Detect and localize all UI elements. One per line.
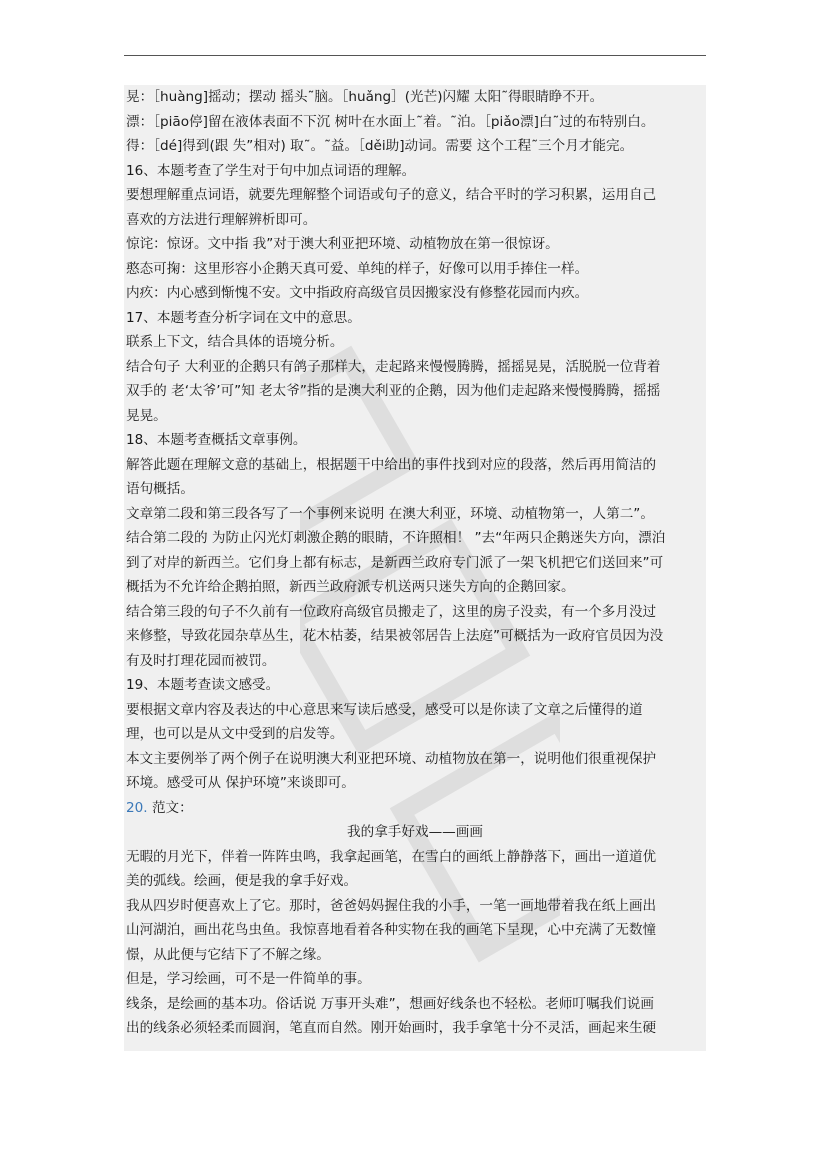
line-text: 结合句子 大利亚的企鹅只有鸽子那样大，走起路来慢慢腾腾，摇摇晃晃，活脱脱一位背着: [126, 358, 661, 375]
line-text: 惊诧：惊讶。文中指 我”对于澳大利亚把环境、动植物放在第一很惊讶。: [126, 236, 559, 252]
text-line: [124, 134, 706, 159]
line-text: 我的拿手好戏——画画: [347, 824, 483, 840]
line-text: 理，也可以是从文中受到的启发等。: [126, 726, 344, 742]
text-line: [124, 918, 706, 943]
text-line: [124, 306, 706, 331]
line-text: 憨态可掬：这里形容小企鹅天真可爱、单纯的样子，好像可以用手捧住一样。: [126, 260, 589, 277]
line-text: 山河湖泊，画出花鸟虫鱼。我惊喜地看着各种实物在我的画笔下呈现，心中充满了无数憧: [126, 922, 657, 938]
line-text: 解答此题在理解文意的基础上，根据题干中给出的事件找到对应的段落，然后再用简洁的: [126, 456, 657, 473]
header-rule: [124, 55, 706, 56]
line-text: 无暇的月光下，伴着一阵阵虫鸣，我拿起画笔，在雪白的画纸上静静落下，画出一道道优: [126, 848, 657, 865]
line-text: 晃晃。: [126, 407, 167, 424]
text-line: [124, 281, 706, 306]
text-line: [124, 502, 706, 527]
text-line: [124, 85, 706, 110]
line-text: 19、本题考查读文感受。: [126, 677, 280, 693]
question-number: 20.: [126, 799, 148, 816]
line-text: 语句概括。: [126, 481, 194, 497]
text-line: [124, 894, 706, 919]
text-line: [124, 747, 706, 772]
text-line: [124, 624, 706, 649]
line-text: 范文：: [147, 799, 193, 816]
line-text: 晃：［huàng]摇动；摆动 摇头˜脑。［huǎng］(光芒)闪耀 太阳˜得眼睛睁不开。: [126, 89, 604, 105]
text-line: [124, 673, 706, 698]
line-text: 我从四岁时便喜欢上了它。那时，爸爸妈妈握住我的小手，一笔一画地带着我在纸上画出: [126, 897, 657, 914]
text-line: [124, 183, 706, 208]
text-line: [124, 796, 706, 821]
text-line: [124, 1016, 706, 1041]
text-line: [124, 869, 706, 894]
text-line: [124, 943, 706, 968]
text-line: [124, 477, 706, 502]
text-line: [124, 257, 706, 282]
text-line: [124, 159, 706, 184]
text-line: [124, 698, 706, 723]
line-text: 18、本题考查概括文章事例。: [126, 432, 307, 448]
essay-title: [124, 820, 706, 845]
line-text: 16、本题考查了学生对于句中加点词语的理解。: [126, 162, 416, 179]
line-text: 本文主要例举了两个例子在说明澳大利亚把环境、动植物放在第一，说明他们很重视保护: [126, 750, 657, 767]
text-line: [124, 453, 706, 478]
text-line: [124, 232, 706, 257]
text-line: [124, 379, 706, 404]
line-text: 得：［dé]得到(跟 失”相对) 取˜。˜益。［děi助]动词。需要 这个工程˜三个月才能完。: [126, 138, 634, 154]
line-text: 但是，学习绘画，可不是一件简单的事。: [126, 971, 371, 987]
line-text: 有及时打理花园而被罚。: [126, 652, 276, 669]
line-text: 概括为不允许给企鹅拍照，新西兰政府派专机送两只迷失方向的企鹅回家。: [126, 579, 575, 595]
line-text: 来修整，导致花园杂草丛生，花木枯萎，结果被邻居告上法庭”可概括为一政府官员因为没: [126, 628, 664, 644]
line-text: 出的线条必须轻柔而圆润，笔直而自然。刚开始画时，我手拿笔十分不灵活，画起来生硬: [126, 1020, 657, 1036]
line-text: 喜欢的方法进行理解辨析即可。: [126, 211, 317, 228]
line-text: 线条，是绘画的基本功。俗话说 万事开头难”，想画好线条也不轻松。老师叮嘱我们说画: [126, 995, 654, 1012]
text-line: [124, 992, 706, 1017]
text-line: [124, 526, 706, 551]
answer-text-block: [124, 85, 706, 1051]
line-text: 憬，从此便与它结下了不解之缘。: [126, 946, 330, 963]
line-text: 到了对岸的新西兰。它们身上都有标志，是新西兰政府专门派了一架飞机把它们送回来”可: [126, 554, 664, 571]
text-line: [124, 355, 706, 380]
text-line: [124, 649, 706, 674]
line-text: 要根据文章内容及表达的中心意思来写读后感受，感受可以是你读了文章之后懂得的道: [126, 701, 643, 718]
text-line: [124, 771, 706, 796]
line-text: 联系上下文，结合具体的语境分析。: [126, 334, 344, 350]
text-line: [124, 330, 706, 355]
text-line: [124, 575, 706, 600]
line-text: 美的弧线。绘画，便是我的拿手好戏。: [126, 873, 358, 889]
text-line: [124, 722, 706, 747]
line-text: 漂：［piāo停]留在液体表面不下沉 树叶在水面上˜着。˜泊。［piǎo漂]白˜过的布特别白。: [126, 113, 655, 130]
text-line: [124, 110, 706, 135]
line-text: 内疚：内心感到惭愧不安。文中指政府高级官员因搬家没有修整花园而内疚。: [126, 285, 589, 301]
line-text: 结合第三段的句子不久前有一位政府高级官员搬走了，这里的房子没卖，有一个多月没过: [126, 603, 657, 620]
line-text: 17、本题考查分析字词在文中的意思。: [126, 309, 361, 326]
text-line: [124, 208, 706, 233]
text-line: [124, 404, 706, 429]
line-text: 文章第二段和第三段各写了一个事例来说明 在澳大利亚，环境、动植物第一，人第二”。: [126, 505, 654, 522]
text-line: [124, 967, 706, 992]
text-line: [124, 551, 706, 576]
text-line: [124, 845, 706, 870]
text-line: [124, 600, 706, 625]
text-line: [124, 428, 706, 453]
line-text: 结合第二段的 为防止闪光灯刺激企鹅的眼睛，不许照相！ ”去“年两只企鹅迷失方向，漂泊: [126, 530, 666, 546]
line-text: 要想理解重点词语，就要先理解整个词语或句子的意义，结合平时的学习积累，运用自己: [126, 187, 657, 203]
line-text: 双手的 老‘太爷’可”知 老太爷”指的是澳大利亚的企鹅，因为他们走起路来慢慢腾腾，摇摇: [126, 383, 661, 399]
line-text: 环境。感受可从 保护环境”来谈即可。: [126, 775, 355, 791]
